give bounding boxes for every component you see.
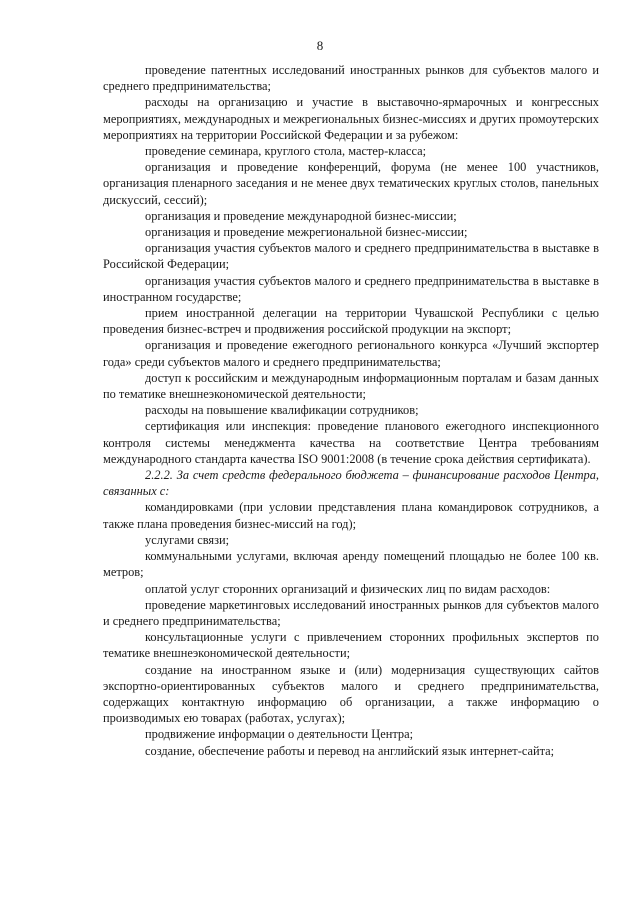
paragraph: проведение семинара, круглого стола, мастер-класса; xyxy=(145,144,427,159)
paragraph: продвижение информации о деятельности Центра; xyxy=(145,727,414,742)
paragraph: организация участия субъектов малого и среднего предпринимательства в выставке в иностранном государстве; xyxy=(103,273,599,304)
page-number: 8 xyxy=(316,38,324,53)
paragraph: сертификация или инспекция: проведение планового ежегодного инспекционного контроля системы менеджмента качества на соответствие Центра требованиям международного стандарта качества ISO 9001:2008 (в течение срока действия сертификата). xyxy=(103,419,599,466)
paragraph: организация и проведение конференций, форума (не менее 100 участников, организация пленарного заседания и не менее двух тематических круглых столов, панельных дискуссий, сессий); xyxy=(103,160,599,207)
paragraph: организация и проведение межрегиональной бизнес-миссии; xyxy=(145,225,468,240)
paragraph: командировками (при условии представления плана командировок сотрудников, а также плана проведения бизнес-миссий на год); xyxy=(103,500,599,531)
paragraph: организация участия субъектов малого и среднего предпринимательства в выставке в Российской Федерации; xyxy=(103,241,599,272)
paragraph: организация и проведение международной бизнес-миссии; xyxy=(145,208,457,223)
paragraph: доступ к российским и международным информационным порталам и базам данных по тематике внешнеэкономической деятельности; xyxy=(103,370,599,402)
paragraph: проведение патентных исследований иностранных рынков для субъектов малого и среднего предпринимательства; xyxy=(103,63,599,94)
paragraph: консультационные услуги с привлечением сторонних профильных экспертов по тематике внешнеэкономической деятельности; xyxy=(103,630,599,661)
paragraph: создание на иностранном языке и (или) модернизация существующих сайтов экспортно-ориентированных субъектов малого и среднего предпринимательства, содержащих контактную информацию об организации, а также информацию о производимых ею товарах (работах, услугах); xyxy=(103,662,599,726)
paragraph: 2.2.2. За счет средств федерального бюджета – финансирование расходов Центра, связанных с: xyxy=(103,468,599,499)
paragraph: расходы на организацию и участие в выставочно-ярмарочных и конгрессных мероприятиях, международных и межрегиональных бизнес-миссиях и других промоутерских мероприятиях на территории Российской Федерации и за рубежом: xyxy=(103,95,599,142)
paragraph: коммунальными услугами, включая аренду помещений площадью не более 100 кв. метров; xyxy=(103,549,599,580)
paragraph: расходы на повышение квалификации сотрудников; xyxy=(145,403,419,418)
document-body xyxy=(103,62,599,759)
paragraph: проведение маркетинговых исследований иностранных рынков для субъектов малого и среднего предпринимательства; xyxy=(103,597,599,628)
paragraph: организация и проведение ежегодного регионального конкурса «Лучший экспортер года» среди субъектов малого и среднего предпринимательства; xyxy=(103,338,599,369)
paragraph: создание, обеспечение работы и перевод на английский язык интернет-сайта; xyxy=(145,743,555,758)
paragraph: прием иностранной делегации на территории Чувашской Республики с целью проведения бизнес-встреч и продвижения российской продукции на экспорт; xyxy=(103,306,599,337)
paragraph: оплатой услуг сторонних организаций и физических лиц по видам расходов: xyxy=(145,581,551,596)
paragraph: услугами связи; xyxy=(145,532,230,547)
